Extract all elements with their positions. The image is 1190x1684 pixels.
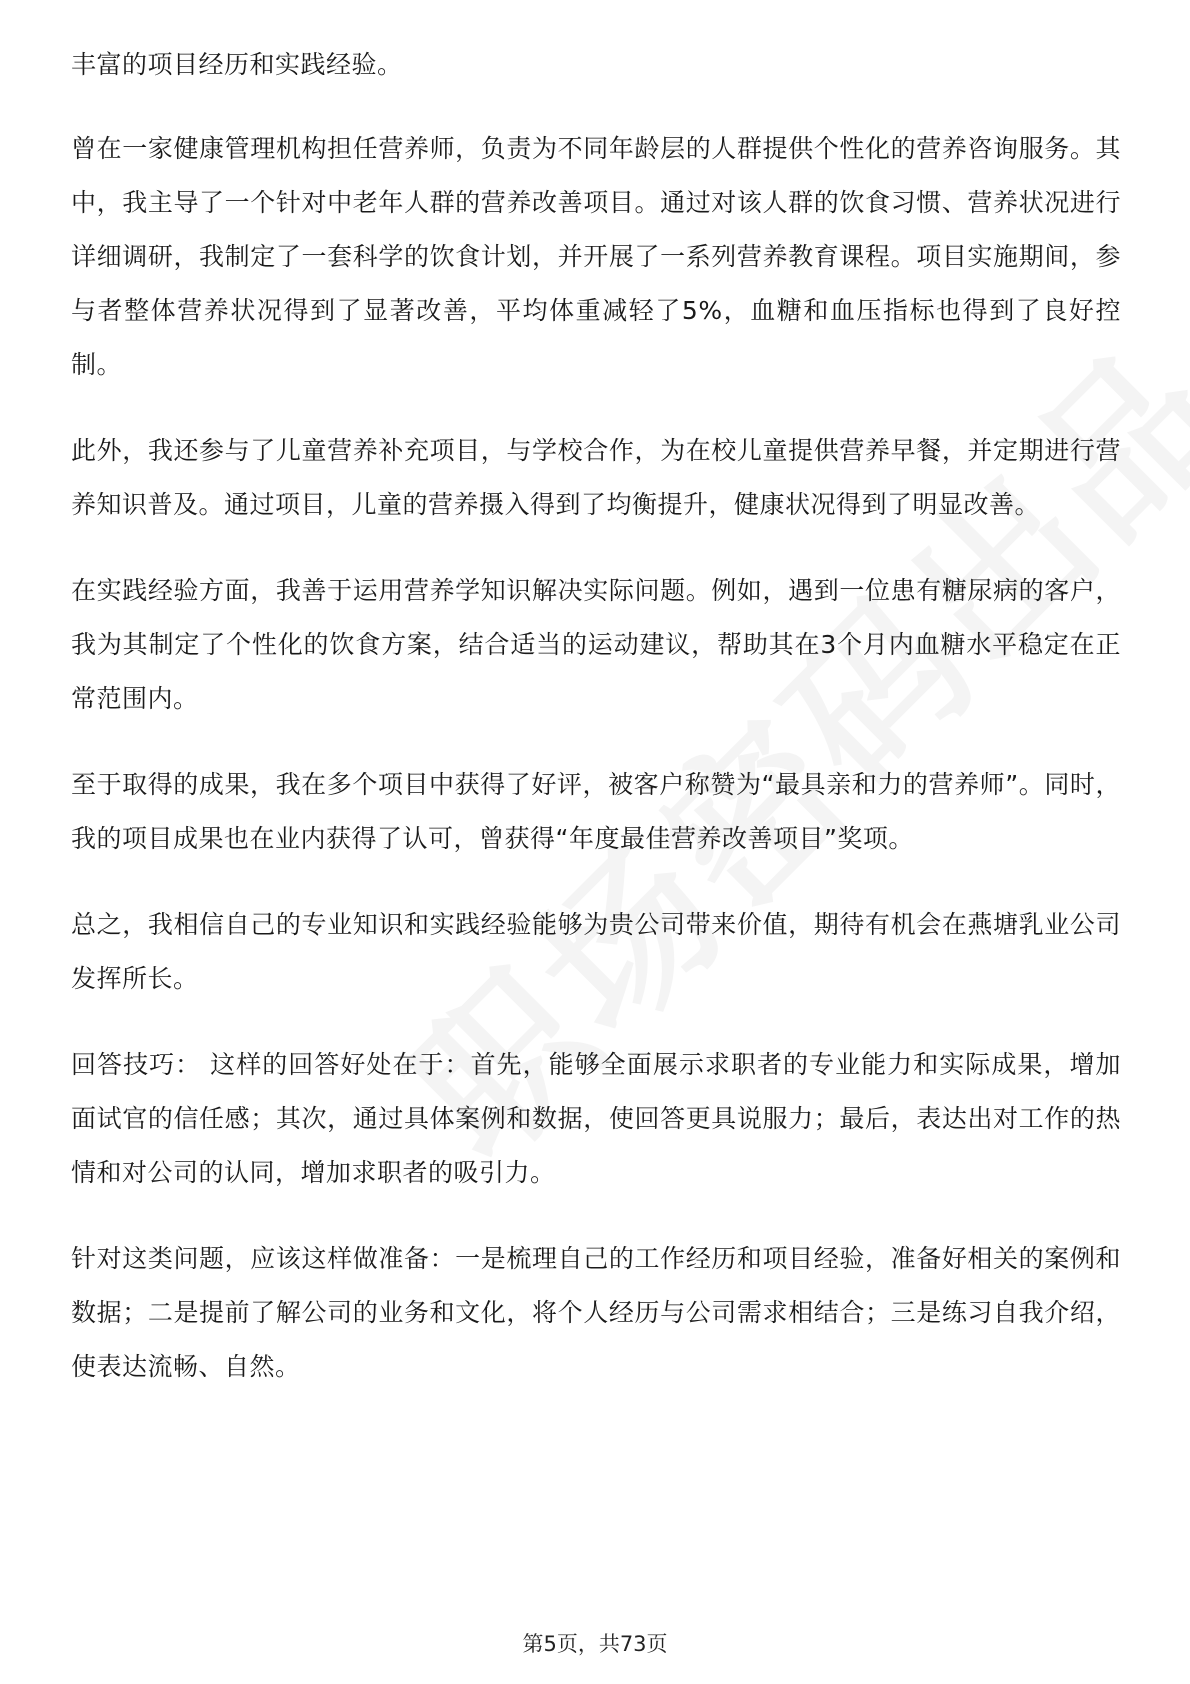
paragraph-children-project: 此外，我还参与了儿童营养补充项目，与学校合作，为在校儿童提供营养早餐，并定期进行营养知识普及。通过项目，儿童的营养摄入得到了均衡提升，健康状况得到了明显改善。 [71,436,1121,519]
paragraph-experience: 曾在一家健康管理机构担任营养师，负责为不同年龄层的人群提供个性化的营养咨询服务。其中，我主导了一个针对中老年人群的营养改善项目。通过对该人群的饮食习惯、营养状况进行详细调研，我制定了一套科学的饮食计划，并开展了一系列营养教育课程。项目实施期间，参与者整体营养状况得到了显著改善，平均体重减轻了5%，血糖和血压指标也得到了良好控制。 [71,134,1121,379]
paragraph-intro: 丰富的项目经历和实践经验。 [71,50,403,79]
document-body [71,38,1121,1426]
paragraph-achievements: 至于取得的成果，我在多个项目中获得了好评，被客户称赞为“最具亲和力的营养师”。同时，我的项目成果也在业内获得了认可，曾获得“年度最佳营养改善项目”奖项。 [71,770,1121,853]
paragraph-preparation: 针对这类问题，应该这样做准备：一是梳理自己的工作经历和项目经验，准备好相关的案例和数据；二是提前了解公司的业务和文化，将个人经历与公司需求相结合；三是练习自我介绍，使表达流畅、自然。 [71,1244,1121,1381]
paragraph-practice: 在实践经验方面，我善于运用营养学知识解决实际问题。例如，遇到一位患有糖尿病的客户，我为其制定了个性化的饮食方案，结合适当的运动建议，帮助其在3个月内血糖水平稳定在正常范围内。 [71,576,1121,713]
paragraph-conclusion: 总之，我相信自己的专业知识和实践经验能够为贵公司带来价值，期待有机会在燕塘乳业公司发挥所长。 [71,910,1121,993]
paragraph-answer-tips: 回答技巧： 这样的回答好处在于：首先，能够全面展示求职者的专业能力和实际成果，增加面试官的信任感；其次，通过具体案例和数据，使回答更具说服力；最后，表达出对工作的热情和对公司的认同，增加求职者的吸引力。 [71,1050,1121,1187]
page-number-footer: 第5页，共73页 [522,1632,668,1656]
